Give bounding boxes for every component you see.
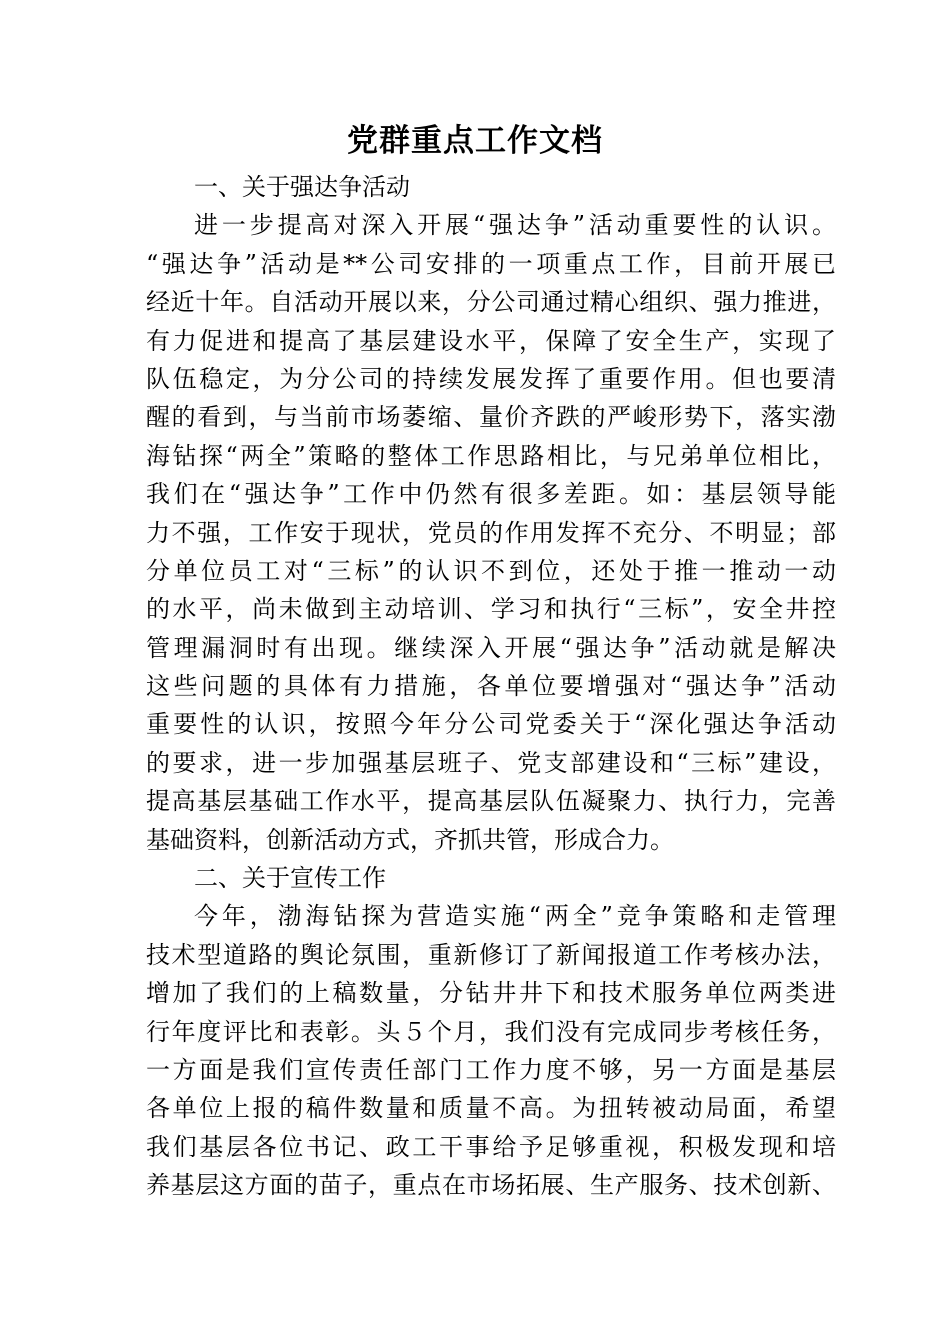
paragraph-line: 各单位上报的稿件数量和质量不高。为扭转被动局面，希望 [146, 1094, 836, 1123]
paragraph-line: 今年，渤海钻探为营造实施“两全”竞争策略和走管理 [194, 902, 836, 931]
paragraph-line: 力不强，工作安于现状，党员的作用发挥不充分、不明显；部 [146, 518, 836, 547]
paragraph-line: 海钻探“两全”策略的整体工作思路相比，与兄弟单位相比， [146, 441, 836, 470]
paragraph-line: 养基层这方面的苗子，重点在市场拓展、生产服务、技术创新、 [146, 1171, 836, 1200]
paragraph-line: 行年度评比和表彰。头５个月，我们没有完成同步考核任务， [146, 1017, 836, 1046]
paragraph-line: 增加了我们的上稿数量，分钻井井下和技术服务单位两类进 [146, 979, 836, 1008]
paragraph-line: 进一步提高对深入开展“强达争”活动重要性的认识。 [194, 211, 836, 240]
paragraph-line: 我们基层各位书记、政工干事给予足够重视，积极发现和培 [146, 1132, 836, 1161]
paragraph-line: 重要性的认识，按照今年分公司党委关于“深化强达争活动 [146, 710, 836, 739]
paragraph-line: 的要求，进一步加强基层班子、党支部建设和“三标”建设， [146, 748, 836, 777]
paragraph-line: 管理漏洞时有出现。继续深入开展“强达争”活动就是解决 [146, 633, 836, 662]
paragraph-line: 有力促进和提高了基层建设水平，保障了安全生产，实现了 [146, 326, 836, 355]
paragraph-line: 经近十年。自活动开展以来，分公司通过精心组织、强力推进， [146, 288, 836, 317]
paragraph-line: 分单位员工对“三标”的认识不到位，还处于推一推动一动 [146, 556, 836, 585]
paragraph-line: 提高基层基础工作水平，提高基层队伍凝聚力、执行力，完善 [146, 787, 836, 816]
document-title: 党群重点工作文档 [347, 123, 603, 159]
paragraph-line: “强达争”活动是**公司安排的一项重点工作，目前开展已 [146, 249, 836, 278]
section-heading: 一、关于强达争活动 [194, 173, 410, 201]
paragraph-line: 一方面是我们宣传责任部门工作力度不够，另一方面是基层 [146, 1055, 836, 1084]
paragraph-line: 我们在“强达争”工作中仍然有很多差距。如：基层领导能 [146, 480, 836, 509]
paragraph-line: 这些问题的具体有力措施，各单位要增强对“强达争”活动 [146, 672, 836, 701]
paragraph-line: 队伍稳定，为分公司的持续发展发挥了重要作用。但也要清 [146, 364, 836, 393]
paragraph-line: 技术型道路的舆论氛围，重新修订了新闻报道工作考核办法， [146, 940, 836, 969]
paragraph-line: 的水平，尚未做到主动培训、学习和执行“三标”，安全井控 [146, 595, 836, 624]
paragraph-line: 醒的看到，与当前市场萎缩、量价齐跌的严峻形势下，落实渤 [146, 403, 836, 432]
section-heading: 二、关于宣传工作 [194, 864, 386, 893]
paragraph-line: 基础资料，创新活动方式，齐抓共管，形成合力。 [146, 825, 674, 854]
document-body [146, 168, 836, 1205]
